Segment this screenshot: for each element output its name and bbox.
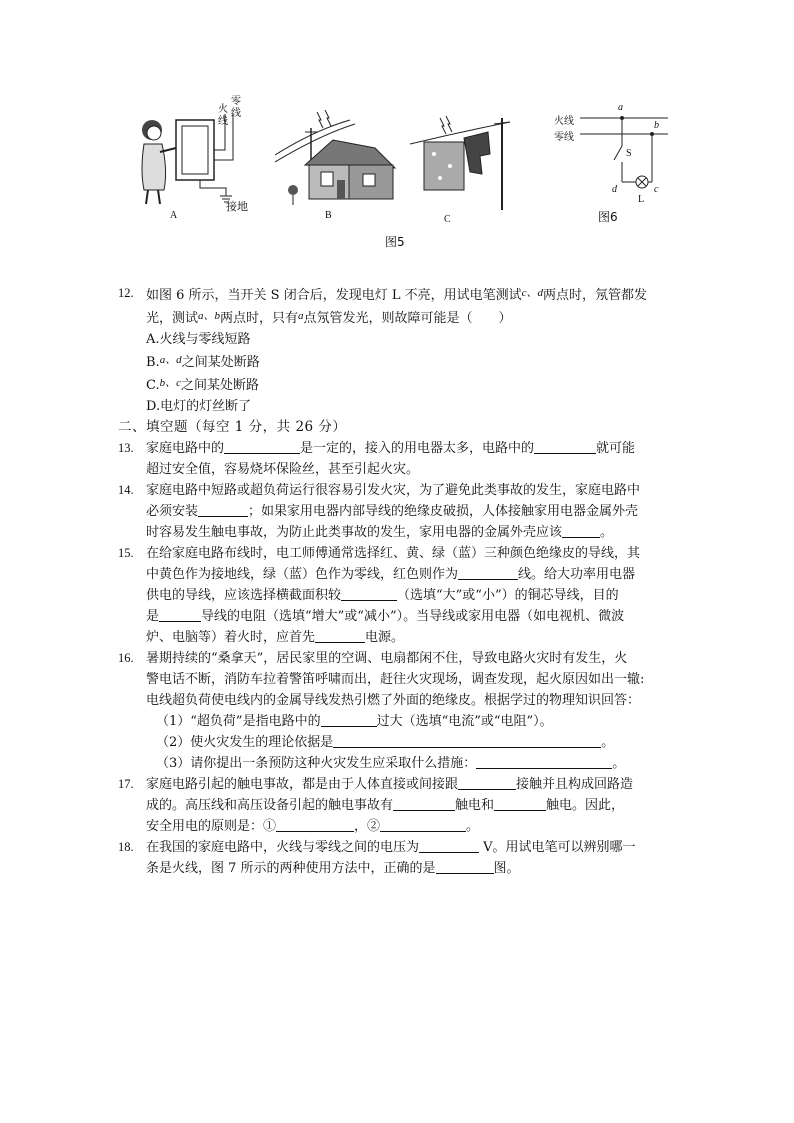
point-d-label: d <box>612 184 617 195</box>
switch-label: S <box>626 148 632 159</box>
question-16-part-1: （1）“超负荷”是指电路中的 过大（选填“电流”或“电阻”）。 <box>156 714 553 729</box>
answer-blank[interactable] <box>159 607 201 622</box>
label-xian-2: 线 <box>231 108 241 119</box>
answer-blank[interactable] <box>476 754 612 769</box>
answer-blank[interactable] <box>333 733 601 748</box>
point-a-label: a <box>618 102 623 113</box>
lamp-label: L <box>638 194 645 205</box>
fig5-panel-c <box>410 114 520 225</box>
neutral-wire-label: 零线 <box>554 132 574 143</box>
question-17: 17. 家庭电路引起的触电事故，都是由于人体直接或间接跟 接触并且构成回路造 成的。高压线和高压设备引起的触电事故有 触电和 触电。因此， 安全用电的原则是：① ，② 。 <box>118 777 634 834</box>
question-content <box>118 283 678 879</box>
fig5-panel-b <box>275 110 405 221</box>
question-15: 15. 在给家庭电路布线时，电工师傅通常选择红、黄、绿（蓝）三种颜色绝缘皮的导线，其 中黄色作为接地线，绿（蓝）色作为零线，红色则作为 线。给大功率用电器 供电的导线，应该选择横截面积较 （选填“大”或“小”）的铜芯导线，目的 是 导线的电阻（选填“增大”或“减小”）。当导线或家用电器（如电视机、微波 炉、电脑等）着火时，应首先 电源。 <box>118 546 641 645</box>
answer-blank[interactable] <box>321 712 377 727</box>
figure-row <box>130 96 670 250</box>
answer-blank[interactable] <box>458 565 518 580</box>
panel-a-label: A <box>170 210 178 221</box>
answer-blank[interactable] <box>224 439 300 454</box>
label-ling: 零 <box>231 96 241 107</box>
answer-blank[interactable] <box>494 796 546 811</box>
label-huo: 火 <box>218 104 228 115</box>
ground-label: 接地 <box>226 201 248 213</box>
answer-blank[interactable] <box>276 817 354 832</box>
answer-blank[interactable] <box>315 628 365 643</box>
answer-blank[interactable] <box>419 838 479 853</box>
house-near-power-line-illustration <box>275 110 405 210</box>
question-12: 12. 如图 6 所示，当开关 S 闭合后，发现电灯 L 不亮，用试电笔测试$^{c、d}$两点时，氖管都发 光，测试$^{a、b}$两点时，只有$^a$点氖管发光，则故障可能是（ ） <box>118 283 678 329</box>
fig5-caption: 图5 <box>385 235 405 249</box>
point-c-label: c <box>654 184 659 195</box>
question-13: 13. 家庭电路中的 是一定的，接入的用电器太多，电路中的 就可能 超过安全值，容易烧坏保险丝，甚至引起火灾。 <box>118 441 636 477</box>
answer-blank[interactable] <box>458 775 516 790</box>
option-c: C.$^{b、c}$之间某处断路 <box>146 377 260 393</box>
live-wire-label: 火线 <box>554 116 574 127</box>
question-number: 12. <box>118 286 134 300</box>
fig5-panel-a <box>130 96 250 221</box>
question-16: 16. 暑期持续的“桑拿天”，居民家里的空调、电扇都闲不住，导致电路火灾时有发生，火 警电话不断，消防车拉着警笛呼啸而出，赶往火灾现场，调查发现，起火原因如出一辙: 电线超负荷使电线内的金属导线发热引燃了外面的绝缘皮。根据学过的物理知识回答： <box>118 651 645 708</box>
clothes-on-wire-illustration <box>410 114 520 214</box>
panel-c-label: C <box>444 214 451 225</box>
fig6-caption: 图6 <box>598 210 618 224</box>
panel-b-label: B <box>325 210 332 221</box>
section-heading-fill-blank: 二、填空题（每空 1 分，共 26 分） <box>118 419 347 435</box>
question-16-part-2: （2）使火灾发生的理论依据是 。 <box>156 735 615 750</box>
option-d: D.电灯的灯丝断了 <box>146 399 252 414</box>
answer-blank[interactable] <box>393 796 455 811</box>
answer-blank[interactable] <box>562 523 600 538</box>
option-b: B.$^{a、d}$之间某处断路 <box>146 354 260 370</box>
question-18: 18. 在我国的家庭电路中，火线与零线之间的电压为 V。用试电笔可以辨别哪一 条是火线，图 7 所示的两种使用方法中，正确的是 图。 <box>118 840 636 876</box>
question-16-part-3: （3）请你提出一条预防这种火灾发生应采取什么措施： 。 <box>156 756 626 771</box>
option-a: A.火线与零线短路 <box>146 332 251 347</box>
answer-blank[interactable] <box>341 586 397 601</box>
answer-blank[interactable] <box>380 817 466 832</box>
label-xian-1: 线 <box>218 116 228 127</box>
answer-blank[interactable] <box>436 859 494 874</box>
point-b-label: b <box>654 120 659 131</box>
answer-blank[interactable] <box>534 439 596 454</box>
answer-blank[interactable] <box>198 502 248 517</box>
fig6-circuit <box>540 100 670 224</box>
question-14: 14. 家庭电路中短路或超负荷运行很容易引发火灾，为了避免此类事故的发生，家庭电路中 必须安装 ；如果家用电器内部导线的绝缘皮破损，人体接触家用电器金属外壳 时容易发生触电事故，为防止此类事故的发生，家用电器的金属外壳应该 。 <box>118 483 641 540</box>
